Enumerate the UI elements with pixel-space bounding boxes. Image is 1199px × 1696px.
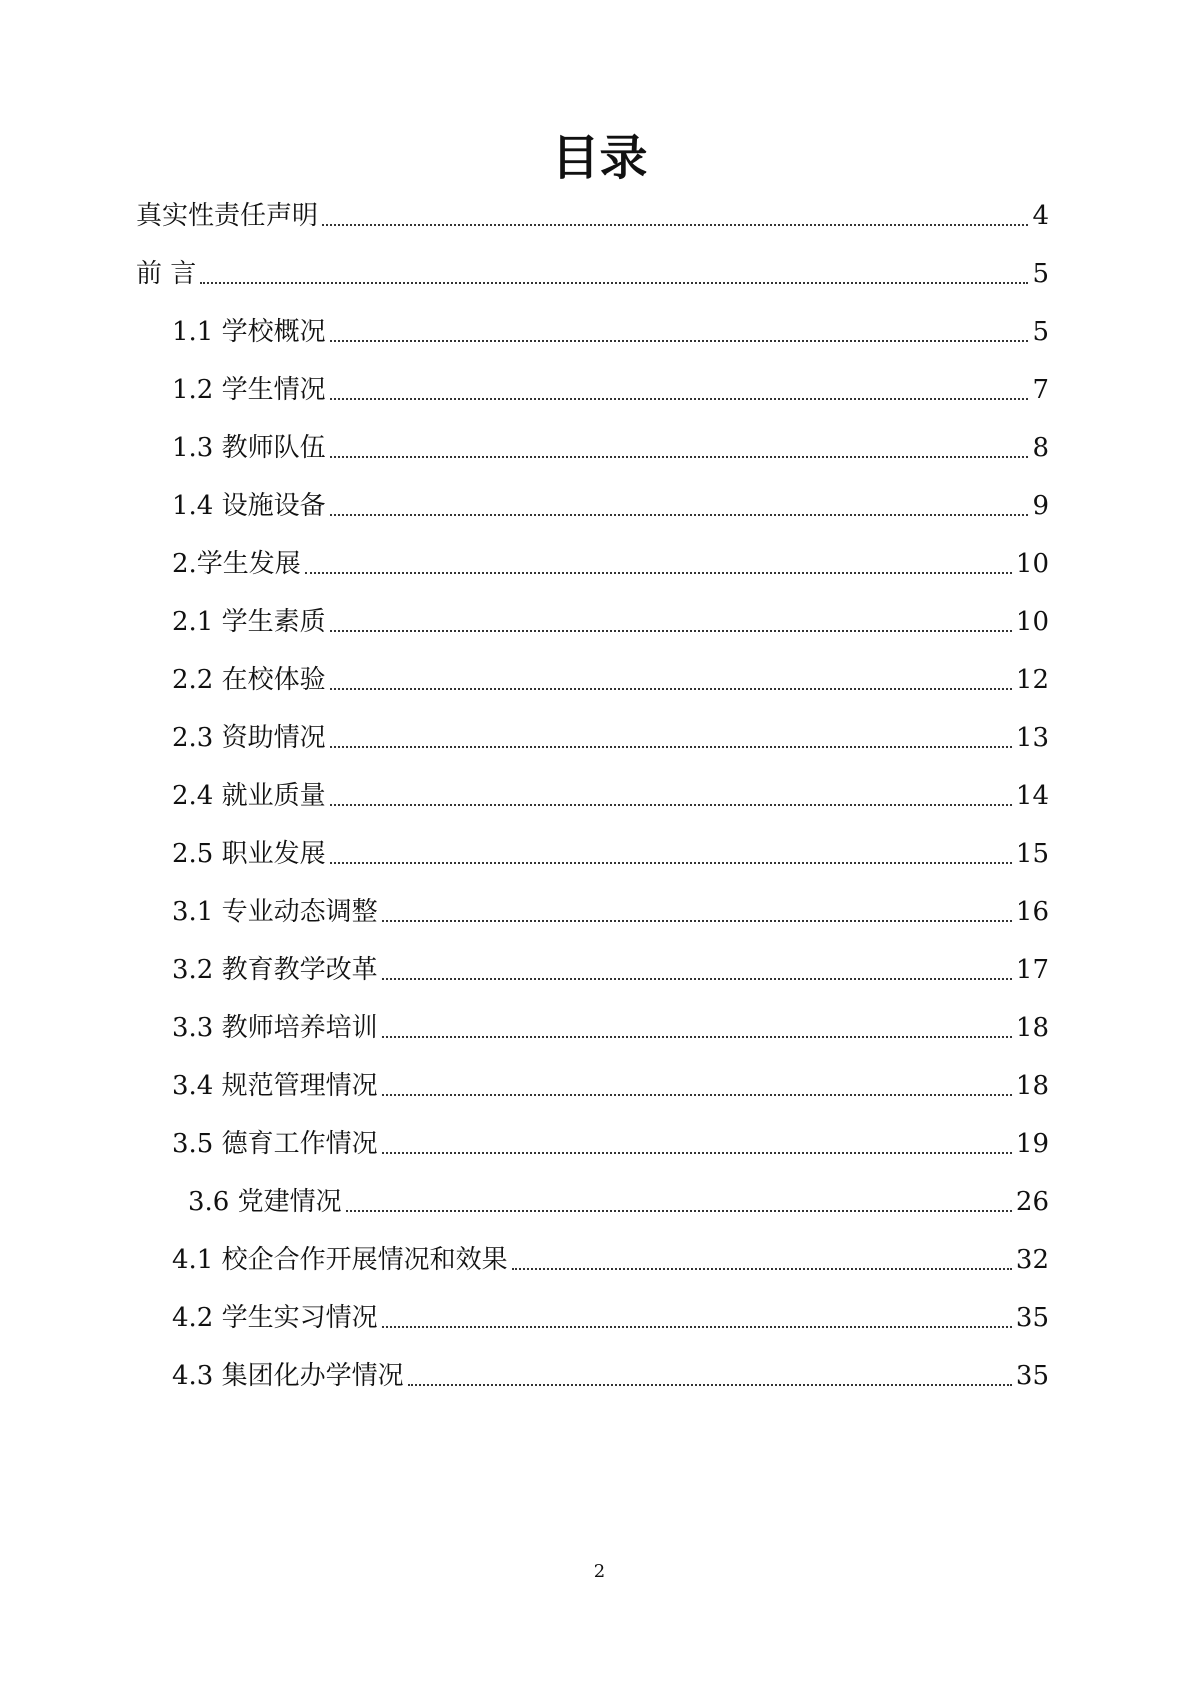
toc-entry[interactable] [172,776,1049,816]
toc-entry-label: 3.4 规范管理情况 [172,1071,378,1101]
toc-entry-label: 3.3 教师培养培训 [172,1013,378,1043]
toc-entry-page: 15 [1015,839,1049,869]
toc-entry-page: 13 [1015,723,1049,753]
toc-entry-label: 2.4 就业质量 [172,781,326,811]
toc-dot-leader [330,340,1029,342]
toc-entry-page: 10 [1015,607,1049,637]
toc-dot-leader [382,1094,1012,1096]
toc-entry-page: 5 [1032,259,1049,289]
toc-entry[interactable] [188,1182,1049,1222]
toc-dot-leader [512,1268,1012,1270]
toc-entry-page: 17 [1015,955,1049,985]
page-number: 2 [593,1561,606,1582]
toc-entry[interactable] [172,950,1049,990]
toc-entry-page: 35 [1015,1303,1049,1333]
toc-dot-leader [382,1036,1012,1038]
toc-entry-page: 10 [1015,549,1049,579]
toc-entry-label: 4.3 集团化办学情况 [172,1361,404,1391]
toc-entry-page: 8 [1032,433,1049,463]
toc-entry-label: 2.学生发展 [172,549,301,579]
toc-entry-page: 5 [1032,317,1049,347]
toc-entry[interactable] [172,1124,1049,1164]
toc-entry-label: 2.1 学生素质 [172,607,326,637]
toc-entry-label: 3.1 专业动态调整 [172,897,378,927]
toc-entry[interactable] [172,1066,1049,1106]
toc-entry-label: 2.3 资助情况 [172,723,326,753]
toc-dot-leader [305,572,1012,574]
toc-entry-label: 真实性责任声明 [136,201,319,231]
toc-entry[interactable] [172,660,1049,700]
toc-entry-label: 1.2 学生情况 [172,375,326,405]
toc-dot-leader [330,630,1012,632]
toc-entry-page: 4 [1032,201,1049,231]
toc-dot-leader [330,804,1012,806]
toc-dot-leader [322,224,1028,226]
toc-entry-page: 12 [1015,665,1049,695]
toc-entry-label: 1.4 设施设备 [172,491,326,521]
toc-entry-page: 18 [1015,1071,1049,1101]
toc-dot-leader [330,746,1012,748]
toc-dot-leader [330,456,1029,458]
toc-title: 目录 [551,130,648,186]
toc-entry-label: 1.3 教师队伍 [172,433,326,463]
toc-entry-label: 4.1 校企合作开展情况和效果 [172,1245,508,1275]
toc-entry-page: 18 [1015,1013,1049,1043]
toc-entry-page: 14 [1015,781,1049,811]
toc-dot-leader [346,1210,1012,1212]
toc-entry[interactable] [172,1298,1049,1338]
toc-entry-label: 前 言 [136,259,197,289]
toc-entry[interactable] [172,1240,1049,1280]
toc-entry[interactable] [172,892,1049,932]
toc-entry-label: 2.2 在校体验 [172,665,326,695]
toc-entry-page: 19 [1015,1129,1049,1159]
toc-entry[interactable] [172,312,1049,352]
toc-entry[interactable] [172,1356,1049,1396]
toc-dot-leader [408,1384,1012,1386]
toc-entry-page: 7 [1032,375,1049,405]
toc-entry[interactable] [136,196,1049,236]
toc-dot-leader [382,1152,1012,1154]
toc-entry[interactable] [172,718,1049,758]
toc-dot-leader [382,920,1012,922]
toc-entry[interactable] [172,834,1049,874]
toc-entry[interactable] [172,602,1049,642]
toc-entry[interactable] [172,1008,1049,1048]
toc-dot-leader [330,398,1029,400]
toc-entry-label: 2.5 职业发展 [172,839,326,869]
toc-entry-page: 32 [1015,1245,1049,1275]
toc-dot-leader [382,978,1012,980]
toc-entry[interactable] [172,544,1049,584]
toc-dot-leader [330,688,1012,690]
toc-entry[interactable] [172,370,1049,410]
toc-entry-page: 9 [1032,491,1049,521]
toc-dot-leader [200,282,1028,284]
toc-entry-page: 26 [1015,1187,1049,1217]
toc-dot-leader [330,862,1012,864]
toc-entry-page: 16 [1015,897,1049,927]
toc-entry-page: 35 [1015,1361,1049,1391]
toc-dot-leader [382,1326,1012,1328]
toc-entry-label: 3.2 教育教学改革 [172,955,378,985]
toc-entry[interactable] [172,486,1049,526]
toc-dot-leader [330,514,1029,516]
toc-entry-label: 4.2 学生实习情况 [172,1303,378,1333]
toc-entry-label: 3.5 德育工作情况 [172,1129,378,1159]
toc-entry[interactable] [136,254,1049,294]
toc-entry-label: 3.6 党建情况 [188,1187,342,1217]
toc-entry-label: 1.1 学校概况 [172,317,326,347]
toc-entry[interactable] [172,428,1049,468]
